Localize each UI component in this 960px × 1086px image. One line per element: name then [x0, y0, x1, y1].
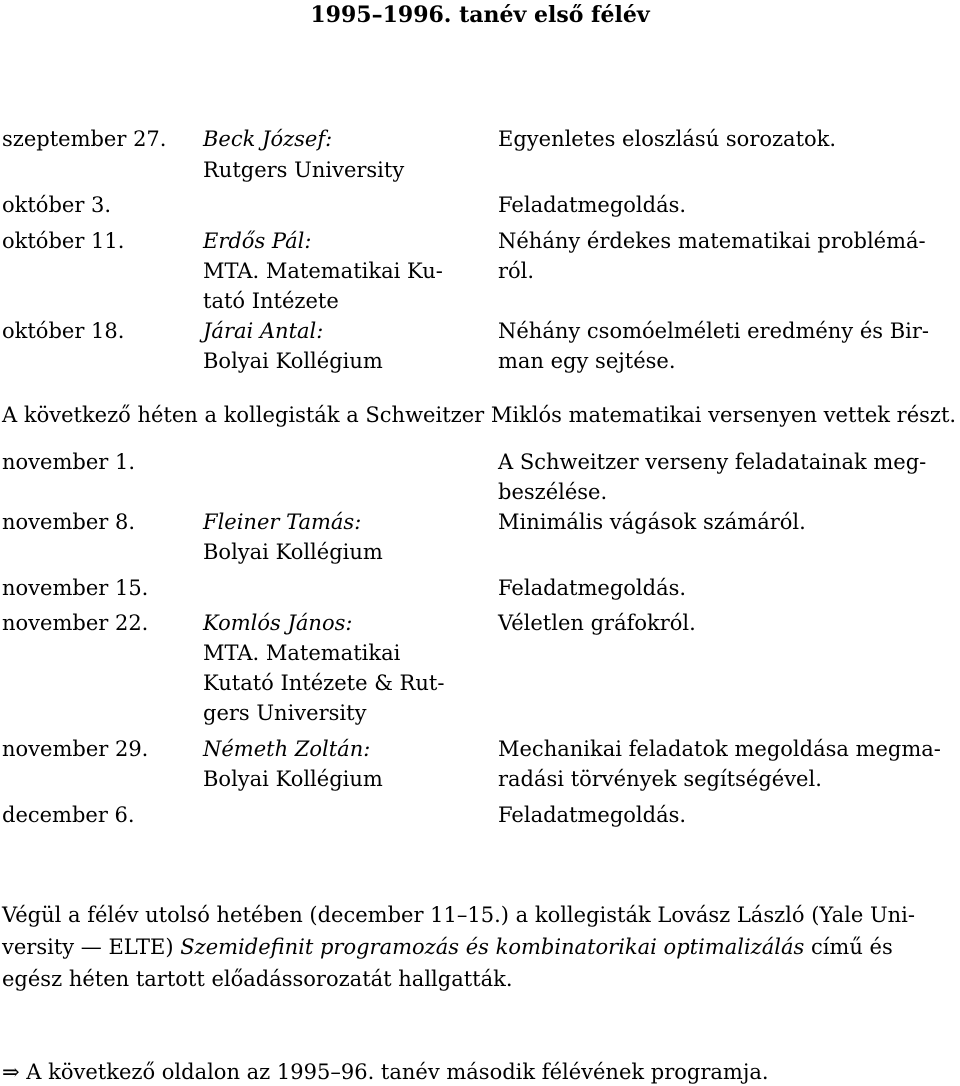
- date-cell: október 11.: [2, 229, 125, 253]
- date-cell: november 29.: [2, 737, 149, 761]
- topic-cell: Feladatmegoldás.: [498, 193, 687, 217]
- date-cell: november 1.: [2, 450, 135, 474]
- topic-cell: Feladatmegoldás.: [498, 803, 687, 827]
- date-cell: november 22.: [2, 611, 149, 635]
- topic-cell: Néhány csomóelméleti eredmény és Bir-: [498, 319, 930, 343]
- next-page-note: [2, 1059, 769, 1085]
- topic-cell: beszélése.: [498, 480, 608, 504]
- closing-text: versity — ELTE): [2, 935, 181, 959]
- affiliation-cell: gers University: [203, 701, 367, 725]
- date-cell: november 15.: [2, 576, 149, 600]
- topic-cell: A Schweitzer verseny feladatainak meg-: [498, 450, 927, 474]
- affiliation-cell: Bolyai Kollégium: [203, 540, 383, 564]
- closing-text: című és: [804, 935, 893, 959]
- affiliation-cell: Kutató Intézete & Rut-: [203, 671, 445, 695]
- closing-line: [2, 934, 893, 960]
- topic-cell: Véletlen gráfokról.: [498, 611, 696, 635]
- speaker-cell: Beck József:: [203, 127, 333, 151]
- date-cell: szeptember 27.: [2, 127, 167, 151]
- topic-cell: Mechanikai feladatok megoldása megma-: [498, 737, 941, 761]
- speaker-cell: Járai Antal:: [203, 319, 324, 343]
- speaker-cell: Németh Zoltán:: [203, 737, 371, 761]
- affiliation-cell: MTA. Matematikai Ku-: [203, 259, 443, 283]
- closing-line: egész héten tartott előadássorozatát hallgatták.: [2, 967, 513, 991]
- topic-cell: Feladatmegoldás.: [498, 576, 687, 600]
- speaker-cell: Fleiner Tamás:: [203, 510, 362, 534]
- date-cell: november 8.: [2, 510, 135, 534]
- affiliation-cell: tató Intézete: [203, 289, 339, 313]
- page-title: 1995–1996. tanév első félév: [310, 2, 650, 28]
- topic-cell: Egyenletes eloszlású sorozatok.: [498, 127, 837, 151]
- topic-cell: Minimális vágások számáról.: [498, 510, 806, 534]
- topic-cell: ról.: [498, 259, 535, 283]
- interlude-paragraph: A következő héten a kollegisták a Schweitzer Miklós matematikai versenyen vettek részt.: [2, 403, 957, 427]
- affiliation-cell: MTA. Matematikai: [203, 641, 401, 665]
- topic-cell: man egy sejtése.: [498, 349, 676, 373]
- date-cell: október 3.: [2, 193, 112, 217]
- date-cell: október 18.: [2, 319, 125, 343]
- topic-cell: radási törvények segítségével.: [498, 767, 822, 791]
- next-page-text: A következő oldalon az 1995–96. tanév második félévének programja.: [26, 1060, 769, 1084]
- affiliation-cell: Bolyai Kollégium: [203, 349, 383, 373]
- affiliation-cell: Rutgers University: [203, 158, 405, 182]
- speaker-cell: Erdős Pál:: [203, 229, 312, 253]
- double-arrow-icon: ⇒: [2, 1060, 20, 1084]
- date-cell: december 6.: [2, 803, 135, 827]
- lecture-title: Szemidefinit programozás és kombinatorikai optimalizálás: [180, 935, 805, 959]
- speaker-cell: Komlós János:: [203, 611, 353, 635]
- closing-line: Végül a félév utolsó hetében (december 11–15.) a kollegisták Lovász László (Yale Uni-: [2, 903, 915, 927]
- topic-cell: Néhány érdekes matematikai problémá-: [498, 229, 926, 253]
- affiliation-cell: Bolyai Kollégium: [203, 767, 383, 791]
